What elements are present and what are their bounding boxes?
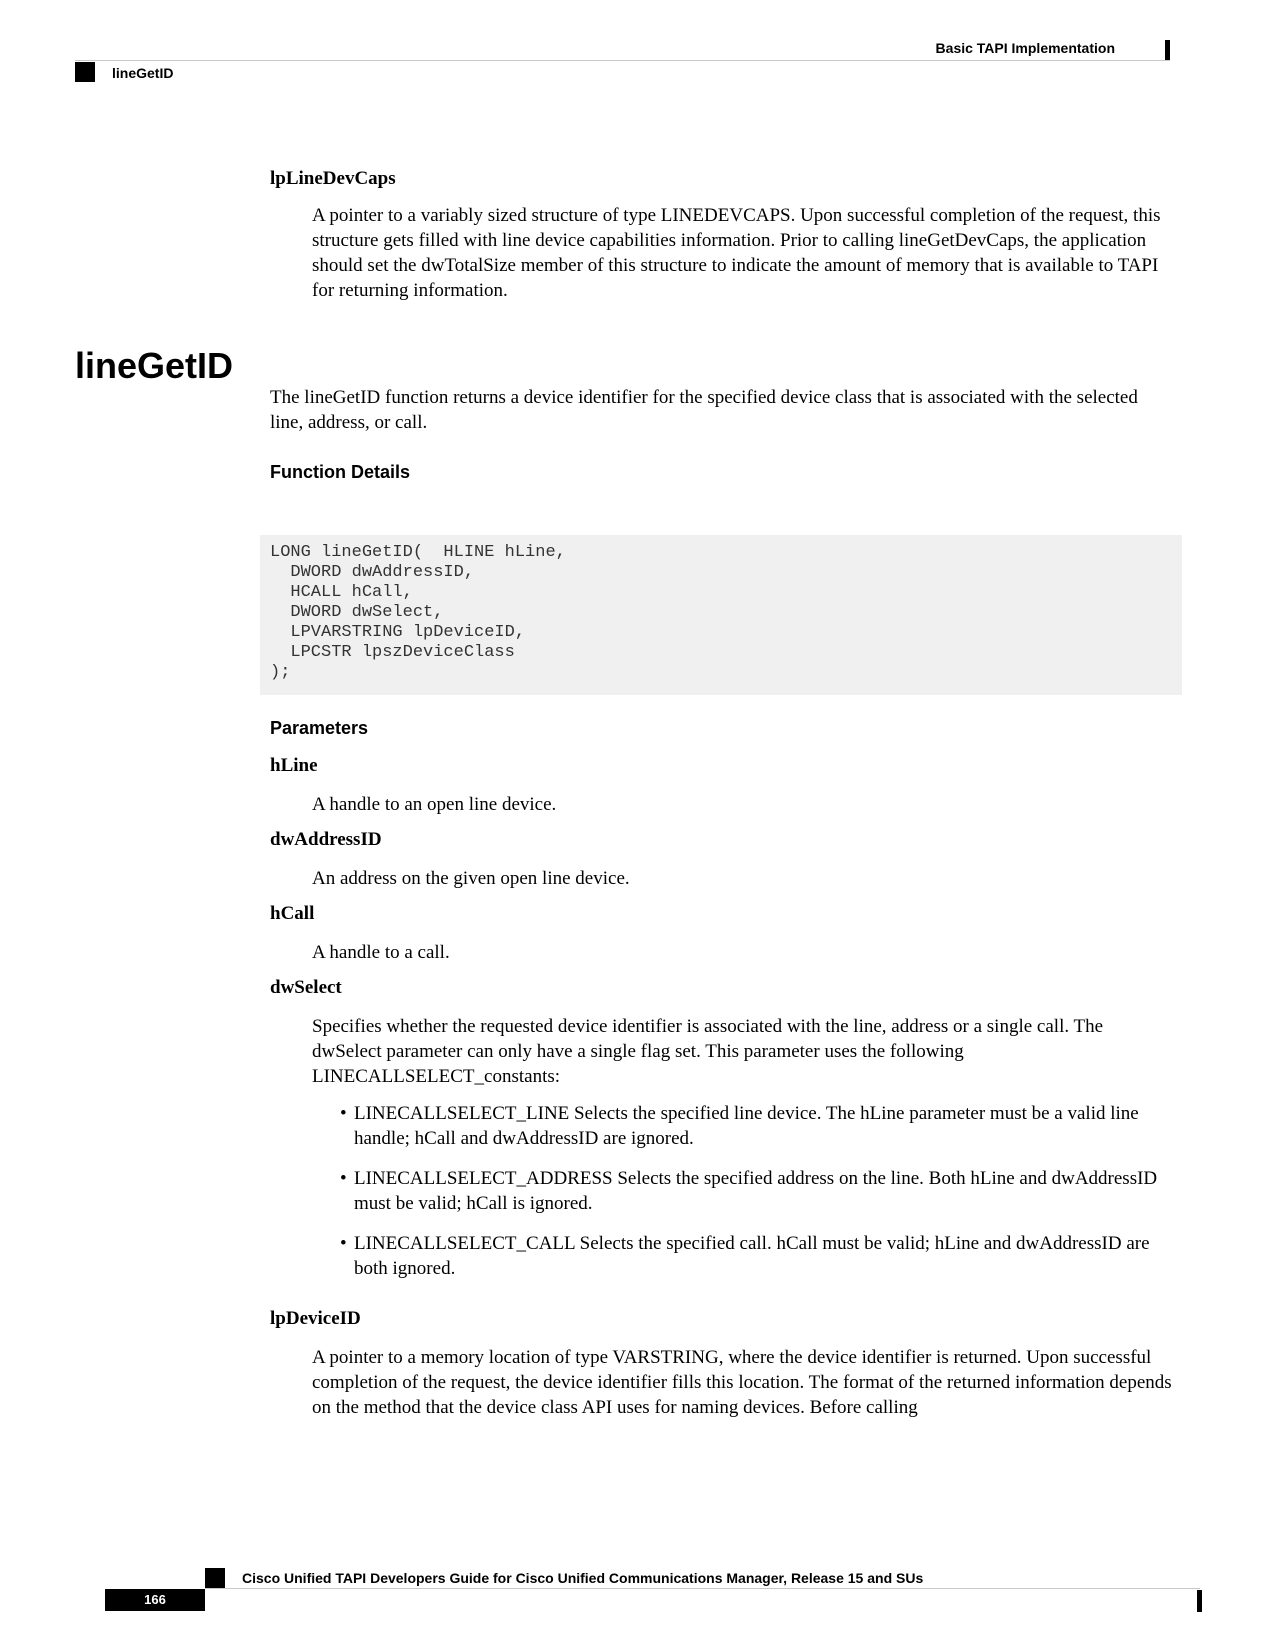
- function-details-heading: Function Details: [270, 462, 411, 482]
- header-marker-bar: [1165, 40, 1170, 60]
- param-term-dwselect: dwSelect: [270, 977, 342, 998]
- list-item: • LINECALLSELECT_ADDRESS Selects the specified address on the line. Both hLine and dwAddressID must be valid; hCall is ignored.: [340, 1168, 1158, 1214]
- param-term-hline: hLine: [270, 755, 318, 776]
- header-marker-block: [75, 62, 95, 82]
- footer-marker-block: [205, 1568, 225, 1588]
- running-header-section: lineGetID: [112, 65, 174, 81]
- parameters-heading: Parameters: [270, 718, 369, 738]
- footer-book-title: Cisco Unified TAPI Developers Guide for Cisco Unified Communications Manager, Release 15 and SUs: [242, 1570, 924, 1586]
- page-number: 166: [105, 1589, 205, 1611]
- list-item-text: LINECALLSELECT_CALL Selects the specified call. hCall must be valid; hLine and dwAddressID are both ignored.: [354, 1233, 1150, 1279]
- param-term-lpdeviceid: lpDeviceID: [270, 1308, 361, 1329]
- list-item-text: LINECALLSELECT_LINE Selects the specified line device. The hLine parameter must be a valid line handle; hCall and dwAddressID are ignored.: [354, 1103, 1139, 1149]
- code-signature: LONG lineGetID( HLINE hLine, DWORD dwAddressID, HCALL hCall, DWORD dwSelect, LPVARSTRING lpDeviceID, LPCSTR lpszDeviceClass );: [270, 543, 566, 682]
- footer-rule: [205, 1588, 1200, 1589]
- list-item: • LINECALLSELECT_LINE Selects the specified line device. The hLine parameter must be a valid line handle; hCall and dwAddressID are ignored.: [340, 1103, 1139, 1149]
- running-header-chapter: Basic TAPI Implementation: [935, 40, 1115, 56]
- list-item: • LINECALLSELECT_CALL Selects the specified call. hCall must be valid; hLine and dwAddressID are both ignored.: [340, 1233, 1150, 1279]
- section-intro: The lineGetID function returns a device identifier for the specified device class that is associated with the selected line, address, or call.: [270, 387, 1138, 433]
- header-rule: [75, 60, 1170, 61]
- footer-marker-bar: [1197, 1590, 1202, 1612]
- param-desc-hline: A handle to an open line device.: [312, 794, 557, 815]
- param-desc-dwselect: Specifies whether the requested device identifier is associated with the line, address or a single call. The dwSelect parameter can only have a single flag set. This parameter uses the following LINECALLSELECT_constants:: [312, 1016, 1104, 1087]
- linecallselect-list: [330, 1101, 1175, 1296]
- param-desc-hcall: A handle to a call.: [312, 942, 450, 963]
- param-desc-dwaddressid: An address on the given open line device.: [312, 868, 630, 889]
- param-term-dwaddressid: dwAddressID: [270, 829, 382, 850]
- section-title: lineGetID: [75, 345, 234, 386]
- param-desc-lpdeviceid: A pointer to a memory location of type VARSTRING, where the device identifier is returned. Upon successful completion of the request, the device identifier fills this location. The format of the returned information depends on the method that the device class API uses for naming devices. Before calling: [312, 1347, 1172, 1418]
- param-term-lplinedevcaps: lpLineDevCaps: [270, 168, 396, 189]
- param-desc-lplinedevcaps: A pointer to a variably sized structure of type LINEDEVCAPS. Upon successful completion of the request, this structure gets filled with line device capabilities information. Prior to calling lineGetDevCaps, the application should set the dwTotalSize member of this structure to indicate the amount of memory that is available to TAPI for returning information.: [312, 205, 1161, 301]
- param-term-hcall: hCall: [270, 903, 315, 924]
- list-item-text: LINECALLSELECT_ADDRESS Selects the specified address on the line. Both hLine and dwAddressID must be valid; hCall is ignored.: [354, 1168, 1158, 1214]
